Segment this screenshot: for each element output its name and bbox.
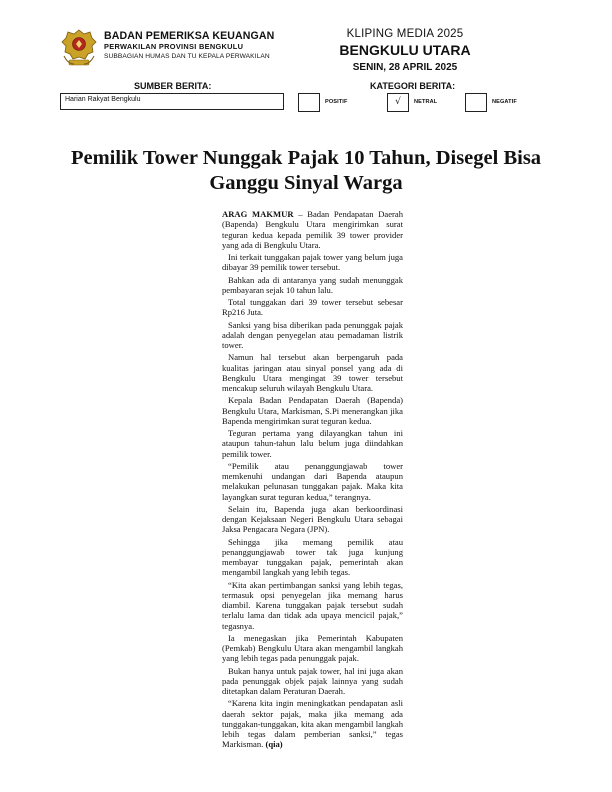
article-paragraph: Bukan hanya untuk pajak tower, hal ini juga akan pada penunggak objek pajak lainnya yang sudah ditetapkan dalam Peraturan Daerah.	[222, 665, 403, 696]
article-paragraph: Sehingga jika memang pemilik atau penanggungjawab tower tak juga kunjung membayar tunggakan pajak, pemerintah akan mengambil langkah yang lebih tegas.	[222, 536, 403, 578]
kliping-region: BENGKULU UTARA	[339, 42, 471, 58]
article-paragraph: Selain itu, Bapenda juga akan berkoordinasi dengan Kejaksaan Negeri Bengkulu Utara sebagai Jaksa Pengacara Negara (JPN).	[222, 503, 403, 535]
article-headline: Pemilik Tower Nunggak Pajak 10 Tahun, Disegel Bisa Ganggu Sinyal Warga	[70, 147, 542, 194]
article-paragraph: Ini terkait tunggakan pajak tower yang belum juga dibayar 39 pemilik tower tersebut.	[222, 252, 403, 273]
article-dateline: ARAG MAKMUR	[222, 209, 294, 219]
article-closing-quote: “Karena kita ingin meningkatkan pendapatan asli daerah sektor pajak, maka jika memang ada tunggakan-tunggakan, kita akan mengambil langkah lebih tegas dalam pemberian sanksi,” tegas Markisman.	[222, 698, 403, 750]
article-paragraph: Total tunggakan dari 39 tower tersebut sebesar Rp216 Juta.	[222, 297, 403, 318]
org-subdivision: SUBBAGIAN HUMAS DAN TU KEPALA PERWAKILAN	[104, 53, 270, 60]
org-branch: PERWAKILAN PROVINSI BENGKULU	[104, 42, 244, 51]
article-lead-paragraph	[222, 209, 403, 250]
org-name: BADAN PEMERIKSA KEUANGAN	[104, 30, 275, 42]
article-signature: (qia)	[265, 739, 283, 750]
article-closing-paragraph	[222, 698, 403, 749]
kliping-title: KLIPING MEDIA 2025	[346, 28, 464, 40]
category-negatif-checkbox	[465, 93, 487, 112]
category-netral-checkbox: √	[387, 93, 409, 112]
article-body	[222, 209, 403, 752]
article-paragraph: Teguran pertama yang dilayangkan tahun ini ataupun tahun-tahun lalu belum juga diindahkan pemilik tower.	[222, 428, 403, 459]
article-paragraph: Ia menegaskan jika Pemerintah Kabupaten (Pemkab) Bengkulu Utara akan mengambil langkah yang lebih tegas pada penunggak pajak.	[222, 632, 403, 664]
category-label: KATEGORI BERITA:	[370, 81, 456, 91]
category-positif-checkbox	[298, 93, 320, 112]
kliping-date: SENIN, 28 APRIL 2025	[352, 62, 458, 73]
article-paragraph: Sanksi yang bisa diberikan pada penunggak pajak adalah dengan penyegelan atau pemadaman listrik tower.	[222, 319, 403, 350]
bpk-emblem-icon	[60, 26, 98, 70]
category-positif-label: POSITIF	[325, 99, 348, 105]
article-paragraph: “Kita akan pertimbangan sanksi yang lebih tegas, termasuk opsi penyegelan jika memang harus diambil. Karena tunggakan pajak tersebut sudah terlalu lama dan tidak ada upaya mencicil pajak,” tegasnya.	[222, 579, 403, 631]
category-netral-label: NETRAL	[414, 99, 438, 105]
source-label: SUMBER BERITA:	[134, 81, 212, 91]
article-paragraph: Namun hal tersebut akan berpengaruh pada kualitas jaringan atau sinyal ponsel yang ada di Bengkulu Utara mengingat 39 tower tersebut mencakup seluruh wilayah Bengkulu Utara.	[222, 352, 403, 393]
category-negatif-label: NEGATIF	[492, 99, 517, 105]
source-value: Harian Rakyat Bengkulu	[65, 96, 141, 103]
article-paragraph: “Pemilik atau penanggungjawab tower memkenuhi undangan dari Bapenda ataupun melakukan pelunasan tunggakan pajak. Maka kita layangkan surat teguran kedua,” terangnya.	[222, 460, 403, 502]
article-lead: – Badan Pendapatan Daerah (Bapenda) Bengkulu Utara mengirimkan surat teguran kedua kepada pemilik 39 tower provider yang ada di Bengkulu Utara.	[222, 209, 403, 250]
article-paragraph: Bahkan ada di antaranya yang sudah menunggak pembayaran sejak 10 tahun lalu.	[222, 274, 403, 295]
kliping-block	[330, 27, 480, 75]
organization-block	[104, 30, 274, 61]
article-paragraph: Kepala Badan Pendapatan Daerah (Bapenda) Bengkulu Utara, Markisman, S.Pi menerangkan jika Bapenda mengirimkan surat teguran kedua.	[222, 395, 403, 426]
